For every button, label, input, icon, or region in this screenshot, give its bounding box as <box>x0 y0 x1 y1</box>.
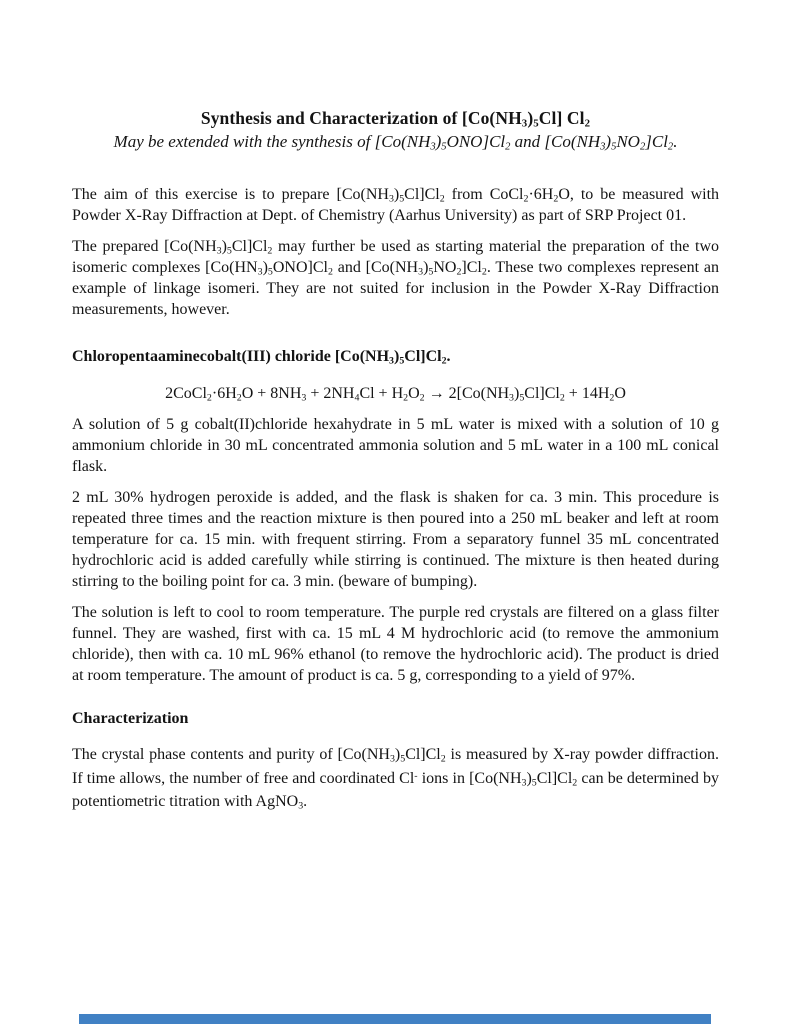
document-subtitle: May be extended with the synthesis of $[Co(NH_3)_5ONO]Cl_2$ and $[Co(NH_3)_5NO_2]Cl_2$. <box>113 132 678 153</box>
synthesis-paragraph-solution: A solution of 5 g cobalt(II)chloride hexahydrate in 5 mL water is mixed with a solution of 10 g ammonium chloride in 30 mL concentrated ammonia solution and 5 mL water in a 100 mL conical flask. <box>72 416 719 475</box>
intro-paragraph-isomers: The prepared $[Co(NH_3)_5Cl]Cl_2$ may further be used as starting material the preparation of the two isomeric complexes $[Co(HN_3)_5ONO]Cl_2$ and $[Co(NH_3)_5NO_2]Cl_2$. These two complexes represent an example of linkage isomeri. They are not suited for inclusion in the Powder X-Ray Diffraction measurements, however. <box>72 238 720 318</box>
synthesis-paragraph-crystals: The solution is left to cool to room temperature. The purple red crystals are filtered on a glass filter funnel. They are washed, first with ca. 15 mL 4 M hydrochloric acid (to remove the ammonium chloride), then with ca. 10 mL 96% ethanol (to remove the hydrochloric acid). The product is dried at room temperature. The amount of product is ca. 5 g, corresponding to a yield of 97%. <box>72 604 719 684</box>
section-heading-characterization: Characterization <box>72 710 189 727</box>
intro-paragraph-aim: The aim of this exercise is to prepare $[Co(NH_3)_5Cl]Cl_2$ from $CoCl_2\cdot 6H_2O$, to be measured with Powder X-Ray Diffraction at Dept. of Chemistry (Aarhus University) as part of SRP Project 01. <box>72 186 720 224</box>
chemical-equation: $2CoCl_2\cdot 6H_2O + 8NH_3 + 2NH_4Cl + H_2O_2 \to 2[Co(NH_3)_5Cl]Cl_2 + 14H_2O$ <box>165 385 626 404</box>
synthesis-paragraph-procedure: 2 mL 30% hydrogen peroxide is added, and the flask is shaken for ca. 3 min. This procedure is repeated three times and the reaction mixture is then poured into a 250 mL beaker and left at room temperature for ca. 15 min. with frequent stirring. From a separatory funnel 35 mL concentrated hydrochloric acid is added carefully while stirring is continued. The mixture is then heated during stirring to the boiling point for ca. 3 min. (beware of bumping). <box>72 489 719 590</box>
characterization-paragraph: The crystal phase contents and purity of $[Co(NH_3)_5Cl]Cl_2$ is measured by X-ray powder diffraction. If time allows, the number of free and coordinated Cl- ions in $[Co(NH_3)_5Cl]Cl_2$ can be determined by potentiometric titration with AgNO$_3$. <box>72 746 719 812</box>
next-page-edge-bar <box>79 1014 711 1024</box>
section-heading-synthesis: Chloropentaaminecobalt(III) chloride $[Co(NH_3)_5Cl]Cl_2$. <box>72 348 451 367</box>
document-title: Synthesis and Characterization of $[Co(NH_3)_5Cl]$ $Cl_2$ <box>200 108 591 130</box>
